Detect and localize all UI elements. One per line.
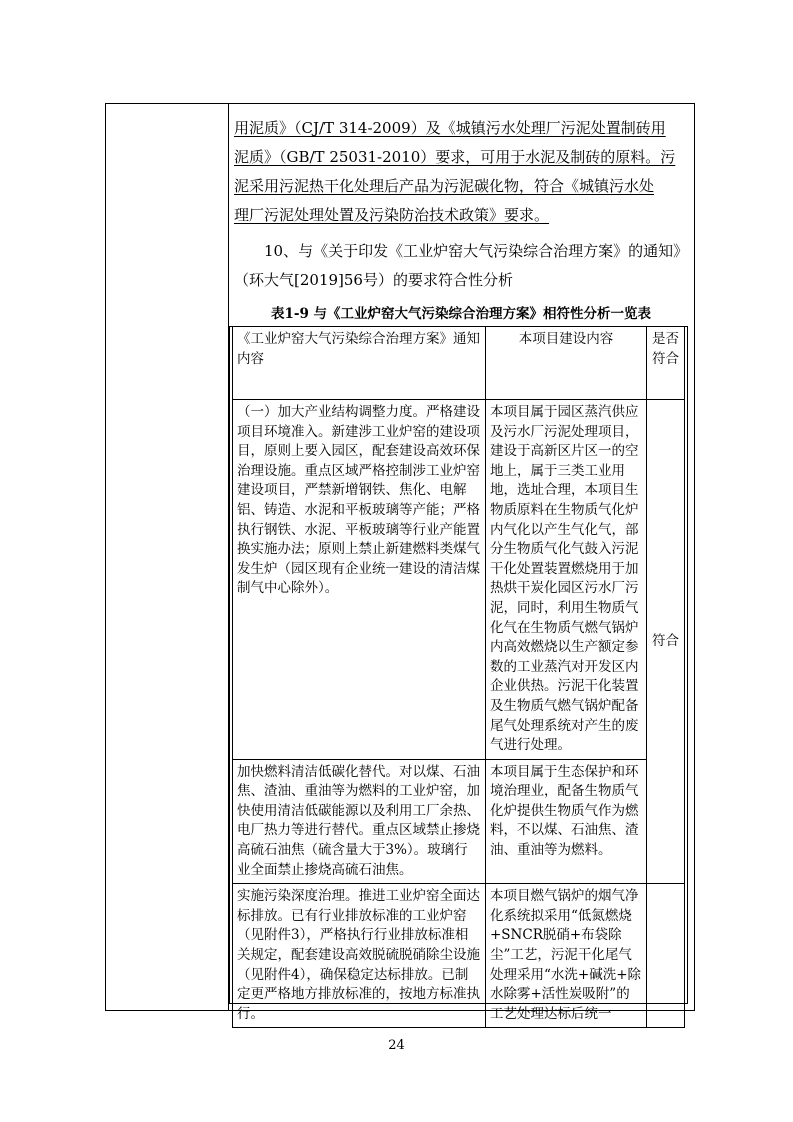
intro-paragraph: [234, 114, 688, 230]
table-row: [233, 759, 685, 884]
table-header-row: [233, 327, 685, 400]
compliance-table: [232, 326, 685, 1028]
header-project: 本项目建设内容: [486, 327, 647, 400]
requirement-cell: 加快燃料清洁低碳化替代。对以煤、石油焦、渣油、重油等为燃料的工业炉窑，加快使用清洁低碳能源以及利用工厂余热、电厂热力等进行替代。重点区域禁止掺烧高硫石油焦（硫含量大于3%）。玻璃行业全面禁止掺烧高硫石油焦。: [233, 759, 486, 884]
header-requirement: 《工业炉窑大气污染综合治理方案》通知内容: [233, 327, 486, 400]
intro-line: 用泥质》（CJ/T 314-2009）及《城镇污水处理厂污泥处置制砖用: [234, 119, 666, 137]
compliant-cell: 符合: [647, 400, 685, 884]
intro-line: 理厂污泥处理处置及污染防治技术政策》要求。: [234, 206, 550, 224]
section-heading: 10、与《关于印发《工业炉窑大气污染综合治理方案》的通知》（环大气[2019]56号）的要求符合性分析: [234, 242, 681, 289]
project-cell: 本项目属于园区蒸汽供应及污水厂污泥处理项目，建设于高新区片区一的空地上，属于三类工业用地，选址合理，本项目生物质原料在生物质气化炉内气化以产生气化气，部分生物质气化气鼓入污泥干化处置装置燃烧用于加热烘干炭化园区污水厂污泥，同时，利用生物质气化气在生物质气燃气锅炉内高效燃烧以生产额定参数的工业蒸汽对开发区内企业供热。污泥干化装置及生物质气燃气锅炉配备尾气处理系统对产生的废气进行处理。: [486, 400, 647, 760]
compliant-cell: [647, 884, 685, 1028]
table-caption: 表1-9 与《工业炉窑大气污染综合治理方案》相符性分析一览表: [270, 306, 652, 322]
project-cell: 本项目属于生态保护和环境治理业，配备生物质气化炉提供生物质气作为燃料，不以煤、石油焦、渣油、重油等为燃料。: [486, 759, 647, 884]
project-cell: 本项目燃气锅炉的烟气净化系统拟采用“低氮燃烧+SNCR脱硝+布袋除尘”工艺，污泥干化尾气处理采用“水洗+碱洗+除水除雾+活性炭吸附”的工艺处理达标后统一: [486, 884, 647, 1028]
requirement-cell: 实施污染深度治理。推进工业炉窑全面达标排放。已有行业排放标准的工业炉窑（见附件3），严格执行行业排放标准相关规定，配套建设高效脱硫脱硝除尘设施（见附件4），确保稳定达标排放。已制定更严格地方排放标准的，按地方标准执行。: [233, 884, 486, 1028]
page-number: 24: [388, 1038, 405, 1053]
left-column-divider: [228, 103, 229, 1011]
requirement-cell: （一）加大产业结构调整力度。严格建设项目环境准入。新建涉工业炉窑的建设项目，原则上要入园区，配套建设高效环保治理设施。重点区域严格控制涉工业炉窑建设项目，严禁新增钢铁、焦化、电解铝、铸造、水泥和平板玻璃等产能；严格执行钢铁、水泥、平板玻璃等行业产能置换实施办法；原则上禁止新建燃料类煤气发生炉（园区现有企业统一建设的清洁煤制气中心除外）。: [233, 400, 486, 760]
header-compliant: 是否符合: [647, 327, 685, 400]
table-row: [233, 884, 685, 1028]
table-row: [233, 400, 685, 760]
intro-line: 泥采用污泥热干化处理后产品为污泥碳化物，符合《城镇污水处: [234, 177, 655, 195]
intro-line: 泥质》（GB/T 25031-2010）要求，可用于水泥及制砖的原料。污: [234, 148, 676, 166]
